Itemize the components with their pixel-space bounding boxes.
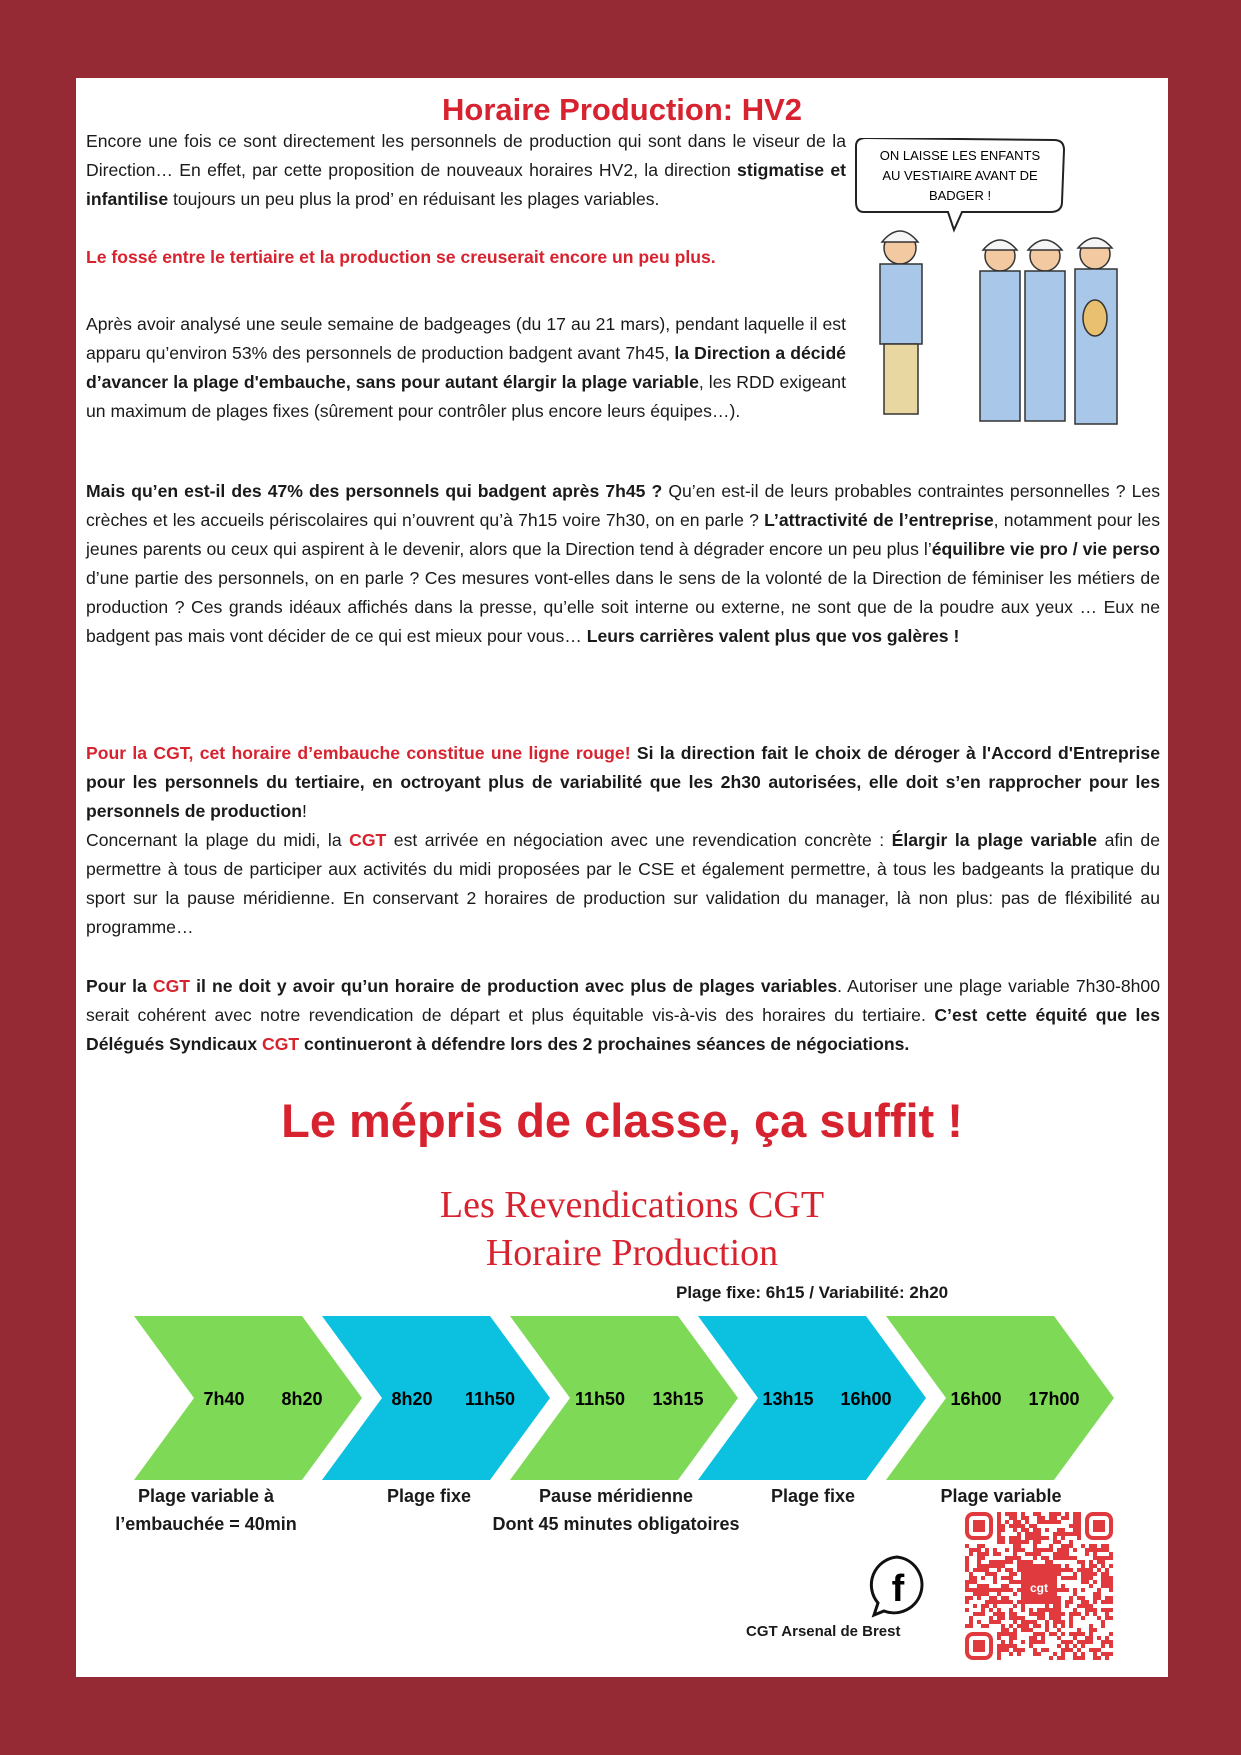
paragraph-questions — [86, 477, 1160, 651]
bold-text: il ne doit y avoir qu’un horaire de production avec plus de plages variables — [190, 976, 838, 996]
revendications-subtitle: Horaire Production — [485, 1232, 779, 1274]
bold-text: continueront à défendre lors des 2 prochaines séances de négociations. — [299, 1034, 910, 1054]
text: . Autoriser une plage variable 7h30-8h00 serait cohérent avec notre revendication de départ et plus équitable vis-à-vis des horaires du tertiaire. — [86, 976, 1160, 1025]
segment-label — [901, 1482, 1101, 1510]
slogan: Le mépris de classe, ça suffit ! — [281, 1094, 963, 1147]
paragraph-demand — [86, 972, 1160, 1059]
segment-label-text: Pause méridienne — [538, 1486, 694, 1506]
paragraph-midday — [86, 826, 1160, 942]
highlight-text: Pour la CGT, cet horaire d’embauche constitue une ligne rouge! — [86, 743, 631, 763]
highlight-text: CGT — [152, 976, 191, 996]
svg-text:f: f — [891, 1568, 905, 1610]
segment-label-note: l’embauchée = 40min — [115, 1514, 297, 1534]
speech-bubble-line: AU VESTIAIRE AVANT DE — [882, 168, 1038, 183]
cartoon-illustration — [850, 138, 1150, 458]
timeline-chevron — [134, 1316, 362, 1480]
text: , les RDD exigeant un maximum de plages fixes (sûrement pour contrôler plus encore leurs équipes…). — [86, 372, 846, 421]
schedule-timeline — [76, 1308, 1168, 1488]
revendications-title: Les Revendications CGT — [439, 1184, 825, 1226]
time-start: 11h50 — [574, 1389, 626, 1409]
worker-figures — [880, 231, 1117, 424]
speech-bubble-line: ON LAISSE LES ENFANTS — [879, 148, 1041, 163]
time-end: 16h00 — [840, 1389, 892, 1409]
schedule-summary: Plage fixe: 6h15 / Variabilité: 2h20 — [676, 1283, 949, 1302]
segment-label-text: Plage variable à — [137, 1486, 275, 1506]
paragraph-highlight — [86, 243, 846, 272]
text: Encore une fois ce sont directement les personnels de production qui sont dans le viseur de la Direction… En effet, par cette proposition de nouveaux horaires HV2, la direction — [86, 131, 846, 180]
flyer — [76, 78, 1168, 1677]
bold-text: Mais qu’en est-il des 47% des personnels qui badgent après 7h45 ? — [86, 481, 663, 501]
page-title: Horaire Production: HV2 — [442, 92, 802, 127]
paragraph-analysis — [86, 310, 846, 426]
time-start: 7h40 — [203, 1389, 245, 1409]
bold-text: équilibre vie pro / vie perso — [931, 539, 1160, 559]
bold-text: la Direction a décidé d’avancer la plage d'embauche, sans pour autant élargir la plage variable — [86, 343, 846, 392]
text: ! — [302, 801, 307, 821]
bold-text: Pour la — [86, 976, 153, 996]
paragraph-red-line — [86, 739, 1160, 826]
text: , notamment pour les jeunes parents ou ceux qui aspirent à le devenir, alors que la Direction tend à dégrader encore un peu plus l’ — [86, 510, 1160, 559]
facebook-icon[interactable] — [864, 1553, 930, 1624]
time-end: 13h15 — [652, 1389, 704, 1409]
highlight-text: CGT — [262, 1034, 300, 1054]
segment-label — [86, 1482, 326, 1538]
time-start: 16h00 — [950, 1389, 1002, 1409]
facebook-page-name[interactable]: CGT Arsenal de Brest — [746, 1623, 901, 1640]
time-end: 11h50 — [464, 1389, 516, 1409]
time-start: 8h20 — [391, 1389, 433, 1409]
bold-text: L’attractivité de l’entreprise — [764, 510, 994, 530]
bold-text: C’est cette équité que les Délégués Syndicaux — [86, 1005, 1160, 1054]
text: Après avoir analysé une seule semaine de badgeages (du 17 au 21 mars), pendant laquelle il est apparu qu’environ 53% des personnels de production badgent avant 7h45, — [86, 314, 846, 363]
time-end: 17h00 — [1028, 1389, 1080, 1409]
text: Qu’en est-il de leurs probables contraintes personnelles ? Les crèches et les accueils périscolaires qui n’ouvrent qu’à 7h15 voire 7h30, on en parle ? — [86, 481, 1160, 530]
time-end: 8h20 — [281, 1389, 323, 1409]
segment-label-note: Dont 45 minutes obligatoires — [492, 1514, 740, 1534]
segment-label-text: Plage fixe — [386, 1486, 472, 1506]
bold-text: Si la direction fait le choix de déroger à l'Accord d'Entreprise pour les personnels du tertiaire, en octroyant plus de variabilité que les 2h30 autorisées, elle doit s’en rapprocher pour les personnels de production — [86, 743, 1160, 821]
bold-text: Leurs carrières valent plus que vos galères ! — [586, 626, 960, 646]
segment-label-text: Plage fixe — [770, 1486, 856, 1506]
text: est arrivée en négociation avec une revendication concrète : — [386, 830, 892, 850]
paragraph-intro — [86, 127, 846, 214]
segment-label — [713, 1482, 913, 1510]
bold-text: Élargir la plage variable — [891, 830, 1098, 850]
text: d’une partie des personnels, on en parle ? Ces mesures vont-elles dans le sens de la volonté de la Direction de féminiser les métiers de production ? Ces grands idéaux affichés dans la presse, qu’elle soit interne ou externe, ne sont que de la poudre aux yeux … Eux ne badgent pas mais vont décider de ce qui est mieux pour vous… — [86, 568, 1160, 646]
highlight-text: CGT — [349, 830, 387, 850]
speech-bubble-line: BADGER ! — [928, 188, 992, 203]
highlight-text: Le fossé entre le tertiaire et la production se creuserait encore un peu plus. — [86, 247, 716, 267]
qr-code[interactable] — [965, 1512, 1113, 1665]
svg-text:cgt: cgt — [1030, 1581, 1048, 1595]
text: Concernant la plage du midi, la — [86, 830, 350, 850]
bold-text: stigmatise et infantilise — [86, 160, 846, 209]
segment-label-text: Plage variable — [940, 1486, 1062, 1506]
time-start: 13h15 — [762, 1389, 814, 1409]
text: toujours un peu plus la prod’ en réduisant les plages variables. — [168, 189, 660, 209]
text: afin de permettre à tous de participer aux activités du midi proposées par le CSE et également permettre, à tous les badgeants la pratique du sport sur la pause méridienne. En conservant 2 horaires de production sur validation du manager, là non plus: pas de fléxibilité au programme… — [86, 830, 1161, 937]
